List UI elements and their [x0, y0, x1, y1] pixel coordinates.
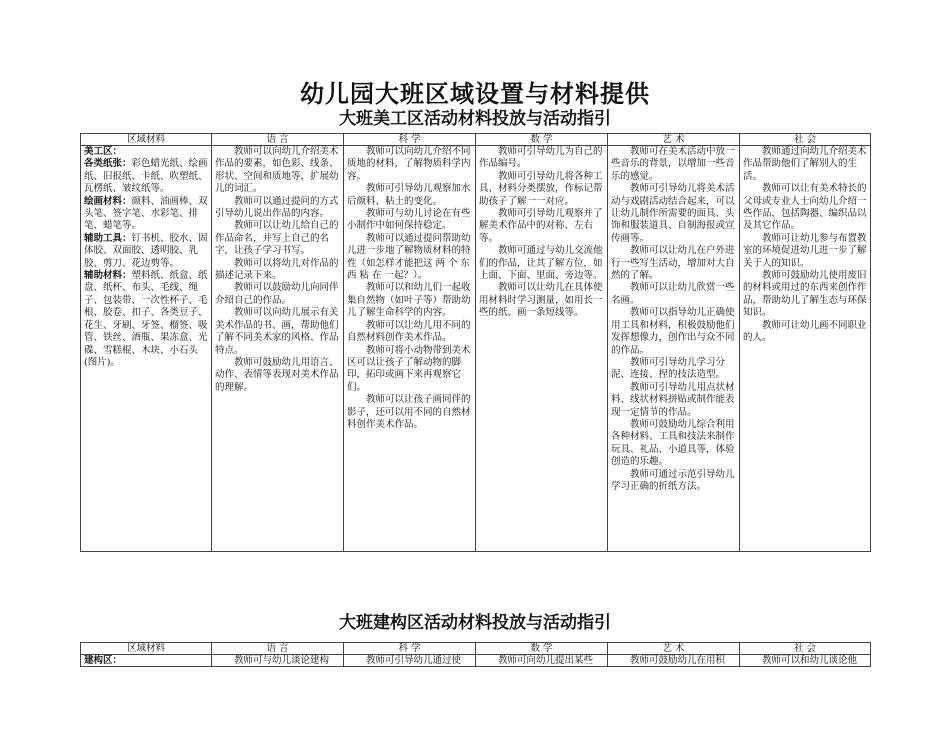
material-group: 绘画材料：颜料、油画棒、双头笔、签字笔、水彩笔、排笔、蜡笔等。: [84, 195, 208, 232]
header-art: 艺 术: [608, 134, 740, 146]
table-row: [81, 655, 871, 667]
guidance-paragraph: 教师可引导幼儿为自己的作品编号。: [479, 146, 603, 170]
guidance-paragraph: 教师可引导幼儿将美术活动与戏剧活动结合起来，可以让幼儿制作所需要的面具、头饰和服装道具、自制海报或宣传画等。: [611, 183, 735, 244]
construction-area-table: [80, 642, 871, 667]
guidance-paragraph: 教师可引导幼儿观察并了解美术作品中的对称、左右等。: [479, 208, 603, 244]
language-cell: [212, 146, 344, 552]
area-name: 美工区：: [84, 146, 123, 157]
art-cell: 教师可鼓励幼儿在用积: [608, 655, 740, 667]
section-title-construction-area: 大班建构区活动材料投放与活动指引: [339, 613, 611, 633]
material-group: 辅助工具：钉书机、胶水、固体胶、双面胶、透明胶、乳胶、剪刀、花边剪等。: [84, 232, 208, 269]
art-area-table: [80, 133, 871, 552]
guidance-paragraph: 教师可以鼓励幼儿向同伴介绍自己的作品。: [215, 282, 339, 306]
guidance-paragraph: 教师可以指导幼儿正确使用工具和材料，积极鼓励他们发挥想像力，创作出与众不同的作品。: [611, 307, 735, 356]
header-social: 社 会: [740, 134, 871, 146]
guidance-paragraph: 教师可鼓励幼儿用语言、动作、表情等表现对美术作品的理解。: [215, 356, 339, 393]
table-row: [81, 146, 871, 552]
guidance-paragraph: 教师可鼓励幼儿综合利用各种材料、工具和技法来制作玩具、礼品、小道具等，体验创造的乐趣。: [611, 418, 735, 468]
guidance-paragraph: 教师可以让幼儿用不同的自然材料创作美术作品。: [347, 319, 471, 344]
guidance-paragraph: 教师可通过与幼儿交流他们的作品，让其了解方位，如上面、下面、里面、旁边等。: [479, 245, 603, 282]
guidance-paragraph: 教师可以让幼儿给自己的作品命名，并写上自己的名字，让孩子学习书写。: [215, 220, 339, 257]
materials-cell: [81, 146, 212, 552]
header-language: 语 言: [212, 643, 344, 655]
guidance-paragraph: 教师可以让有美术特长的父母或专业人士向幼儿介绍一些作品，包括陶器、编织品以及其它作品。: [743, 183, 867, 232]
guidance-paragraph: 教师可以让幼儿在具体使用材料时学习测量，如用长一些的纸、画一条短线等。: [479, 282, 603, 319]
header-materials: 区域材料: [81, 134, 212, 146]
guidance-paragraph: 教师可让幼儿画不同职业的人。: [743, 319, 867, 344]
guidance-paragraph: 教师可以将幼儿对作品的描述记录下来。: [215, 257, 339, 282]
guidance-paragraph: 教师可以向幼儿展示有关美术作品的书、画，帮助他们了解不同美术家的风格、作品特点。: [215, 307, 339, 356]
table-header-row: [81, 134, 871, 146]
table-header-row: [81, 643, 871, 655]
header-math: 数 学: [476, 643, 608, 655]
header-materials: 区域材料: [81, 643, 212, 655]
guidance-paragraph: 教师可以通过提问的方式引导幼儿说出作品的内容。: [215, 195, 339, 220]
page-title: 幼儿园大班区域设置与材料提供: [300, 80, 650, 108]
guidance-paragraph: 教师可鼓励幼儿使用废旧的材料或用过的东西来创作作品，帮助幼儿了解生态与环保知识。: [743, 270, 867, 319]
guidance-paragraph: 教师可将小动物带到美术区可以让孩子了解动物的脚印，拓印或画下来再观察它们。: [347, 344, 471, 393]
guidance-paragraph: 教师可让幼儿参与布置教室的环境促进幼儿进一步了解关于人的知识。: [743, 232, 867, 269]
header-science: 科 学: [344, 134, 476, 146]
guidance-paragraph: 教师可引导幼儿将各种工具、材料分类摆放，作标记帮助孩子了解一一对应。: [479, 170, 603, 207]
guidance-paragraph: 教师可引导幼儿观察加水后颜料、粘土的变化。: [347, 183, 471, 207]
science-cell: 教师可引导幼儿通过使: [344, 655, 476, 667]
header-language: 语 言: [212, 134, 344, 146]
science-cell: [344, 146, 476, 552]
section-title-art-area: 大班美工区活动材料投放与活动指引: [339, 109, 611, 129]
materials-cell: 建构区：: [81, 655, 212, 667]
material-group: 辅助材料：塑料纸、纸盒、纸盘、纸杯、布头、毛线、绳子、包装带、一次性杯子、毛根、胶卷、扣子、各类豆子、花生、牙刷、牙签、榴签、吸管、铁丝、酒瓶、果冻盒、光碟、雪糕棍、木块、小石头(图片)。: [84, 270, 208, 368]
social-cell: [740, 146, 871, 552]
guidance-paragraph: 教师通过向幼儿介绍美术作品帮助他们了解别人的生活。: [743, 146, 867, 182]
header-social: 社 会: [740, 643, 871, 655]
guidance-paragraph: 教师可以让幼儿欣赏一些名画。: [611, 282, 735, 306]
guidance-paragraph: 教师可引导幼儿用点状材料、线状材料拼贴或制作能表现一定情节的作品。: [611, 381, 735, 418]
math-cell: 教师可向幼儿提出某些: [476, 655, 608, 667]
math-cell: [476, 146, 608, 552]
social-cell: 教师可以和幼儿谈论他: [740, 655, 871, 667]
guidance-paragraph: 教师可以和幼儿们一起收集自然物（如叶子等）帮助幼儿了解生命科学的内容。: [347, 282, 471, 319]
material-group: 各类纸张：彩色蜡光纸、绘画纸、旧报纸、卡纸、吹塑纸、瓦楞纸、皱纹纸等。: [84, 158, 208, 195]
header-art: 艺 术: [608, 643, 740, 655]
guidance-paragraph: 教师可以向幼儿介绍美术作品的要素，如色彩、线条、形状、空间和质地等，扩展幼儿的词汇。: [215, 146, 339, 195]
guidance-paragraph: 教师可与幼儿讨论在有些小制作中如何保持稳定。: [347, 208, 471, 232]
language-cell: 教师可与幼儿谈论建构: [212, 655, 344, 667]
guidance-paragraph: 教师可以通过提问帮助幼儿进一步地了解物质材料的特性（如怎样才能把这 两 个 东 西 粘 在 一起？）。: [347, 232, 471, 282]
guidance-paragraph: 教师可通过示范引导幼儿学习正确的折纸方法。: [611, 468, 735, 492]
header-science: 科 学: [344, 643, 476, 655]
guidance-paragraph: 教师可以向幼儿介绍不同质地的材料，了解物质科学内容。: [347, 146, 471, 182]
art-cell: [608, 146, 740, 552]
guidance-paragraph: 教师可以让幼儿在户外进行一些写生活动，增加对大自然的了解。: [611, 245, 735, 282]
header-math: 数 学: [476, 134, 608, 146]
guidance-paragraph: 教师可引导幼儿学习分泥、连接、捏的技法造型。: [611, 356, 726, 381]
guidance-paragraph: 教师可在美术活动中放一些音乐的背景，以增加一些音乐的感觉。: [611, 146, 735, 182]
guidance-paragraph: 教师可以让孩子画同伴的影子，还可以用不同的自然材料创作美术作品。: [347, 394, 471, 430]
